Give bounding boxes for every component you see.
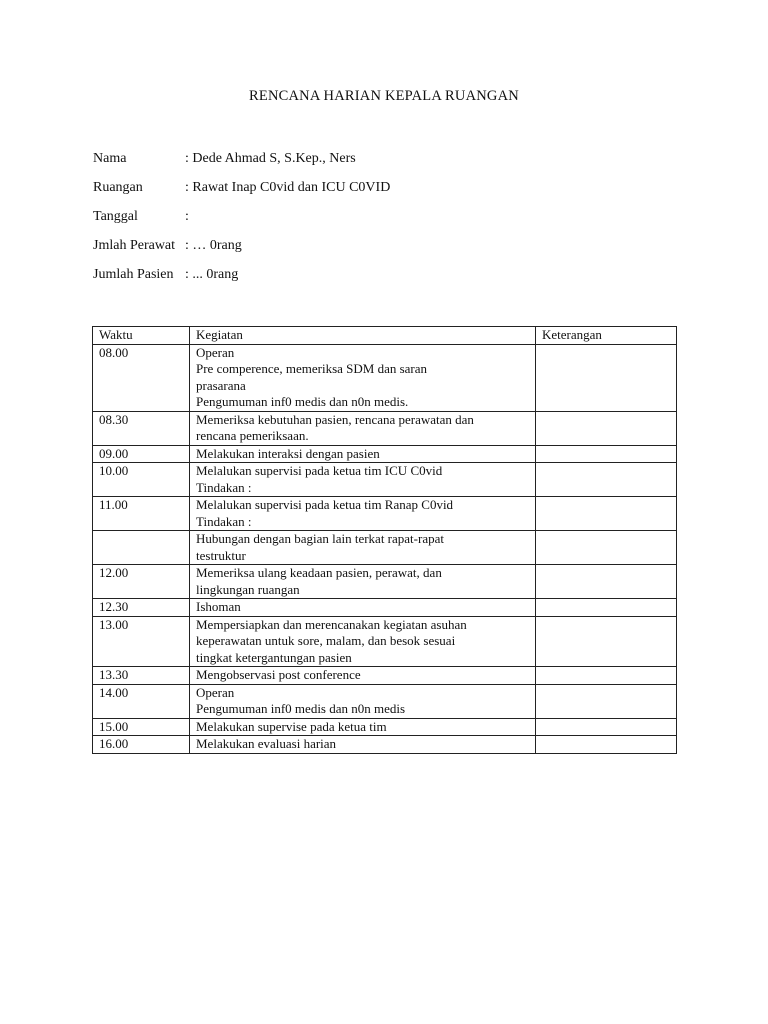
time-cell — [93, 531, 190, 565]
activity-cell — [190, 497, 536, 531]
activity-line: tingkat ketergantungan pasien — [196, 649, 352, 665]
table-row — [93, 718, 677, 736]
time-cell: 12.00 — [93, 565, 190, 599]
activity-line: rencana pemeriksaan. — [196, 428, 309, 443]
note-cell — [536, 531, 677, 565]
time-cell: 11.00 — [93, 497, 190, 531]
info-row-nama — [93, 151, 356, 167]
table-row — [93, 445, 677, 463]
table-row — [93, 599, 677, 617]
activity-line: Melakukan interaksi dengan pasien — [196, 445, 380, 461]
activity-line: Memeriksa kebutuhan pasien, rencana perawatan dan — [196, 411, 474, 427]
note-cell — [536, 599, 677, 617]
note-cell — [536, 463, 677, 497]
table-row — [93, 411, 677, 445]
table-row — [93, 531, 677, 565]
table-row — [93, 565, 677, 599]
info-separator: : — [185, 151, 189, 166]
time-cell: 08.30 — [93, 411, 190, 445]
activity-line: prasarana — [196, 377, 246, 393]
info-label: Jumlah Pasien — [93, 267, 174, 282]
info-value: ... 0rang — [188, 267, 239, 282]
activity-cell — [190, 445, 536, 463]
activity-line: Pengumuman inf0 medis dan n0n medis — [196, 701, 406, 716]
note-cell — [536, 736, 677, 754]
activity-line: Melakukan evaluasi harian — [196, 736, 337, 751]
activity-line: testruktur — [196, 547, 246, 563]
info-label: Jmlah Perawat — [93, 238, 176, 253]
table-row — [93, 463, 677, 497]
time-cell: 10.00 — [93, 463, 190, 497]
time-cell: 13.00 — [93, 616, 190, 667]
activity-line: Mengobservasi post conference — [196, 667, 361, 682]
activity-cell — [190, 736, 536, 754]
activity-line: Melalukan supervisi pada ketua tim Ranap C0vid — [196, 497, 454, 512]
activity-cell — [190, 531, 536, 565]
info-label: Nama — [93, 151, 127, 166]
activity-cell — [190, 411, 536, 445]
note-cell — [536, 684, 677, 718]
time-cell: 14.00 — [93, 684, 190, 718]
info-label: Tanggal — [93, 209, 138, 224]
activity-cell — [190, 684, 536, 718]
note-cell — [536, 411, 677, 445]
schedule-table — [92, 326, 677, 754]
schedule-body — [93, 344, 677, 753]
info-row-ruangan — [93, 180, 390, 196]
activity-line: Pengumuman inf0 medis dan n0n medis. — [196, 394, 409, 409]
activity-line: Tindakan : — [196, 479, 252, 495]
table-row — [93, 667, 677, 685]
time-cell: 15.00 — [93, 718, 190, 736]
table-row — [93, 684, 677, 718]
table-row — [93, 497, 677, 531]
time-cell: 09.00 — [93, 445, 190, 463]
activity-line: Melakukan supervise pada ketua tim — [196, 718, 387, 734]
table-header-row — [93, 327, 677, 345]
note-cell — [536, 497, 677, 531]
header-waktu: Waktu — [93, 327, 190, 345]
time-cell: 13.30 — [93, 667, 190, 685]
time-cell: 08.00 — [93, 344, 190, 411]
info-row-jumlah-perawat — [93, 238, 242, 254]
time-cell: 12.30 — [93, 599, 190, 617]
info-value: Rawat Inap C0vid dan ICU C0VID — [188, 180, 391, 195]
info-value: … 0rang — [188, 238, 242, 253]
activity-cell — [190, 599, 536, 617]
activity-line: keperawatan untuk sore, malam, dan besok sesuai — [196, 633, 456, 648]
activity-line: lingkungan ruangan — [196, 581, 300, 597]
table-row — [93, 344, 677, 411]
info-separator: : — [185, 180, 189, 195]
activity-line: Ishoman — [196, 599, 241, 614]
activity-cell — [190, 344, 536, 411]
table-row — [93, 616, 677, 667]
activity-cell — [190, 565, 536, 599]
activity-line: Pre comperence, memeriksa SDM dan saran — [196, 361, 428, 376]
activity-line: Memeriksa ulang keadaan pasien, perawat, dan — [196, 565, 442, 580]
note-cell — [536, 718, 677, 736]
info-separator: : — [185, 209, 189, 224]
info-separator: : — [185, 267, 189, 282]
note-cell — [536, 344, 677, 411]
activity-line: Tindakan : — [196, 513, 252, 529]
info-separator: : — [185, 238, 189, 253]
info-row-jumlah-pasien — [93, 267, 238, 283]
activity-line: Operan — [196, 344, 235, 360]
info-row-tanggal — [93, 209, 189, 225]
activity-cell — [190, 463, 536, 497]
table-row — [93, 736, 677, 754]
header-kegiatan: Kegiatan — [190, 327, 536, 345]
info-value: Dede Ahmad S, S.Kep., Ners — [188, 151, 356, 166]
activity-line: Mempersiapkan dan merencanakan kegiatan asuhan — [196, 616, 467, 632]
header-keterangan: Keterangan — [536, 327, 677, 345]
time-cell: 16.00 — [93, 736, 190, 754]
activity-cell — [190, 667, 536, 685]
activity-line: Hubungan dengan bagian lain terkat rapat-rapat — [196, 531, 444, 546]
note-cell — [536, 565, 677, 599]
note-cell — [536, 667, 677, 685]
activity-line: Melalukan supervisi pada ketua tim ICU C0vid — [196, 463, 443, 478]
note-cell — [536, 616, 677, 667]
document-title: RENCANA HARIAN KEPALA RUANGAN — [249, 88, 519, 104]
info-label: Ruangan — [93, 180, 143, 195]
note-cell — [536, 445, 677, 463]
activity-cell — [190, 718, 536, 736]
activity-cell — [190, 616, 536, 667]
activity-line: Operan — [196, 684, 235, 700]
